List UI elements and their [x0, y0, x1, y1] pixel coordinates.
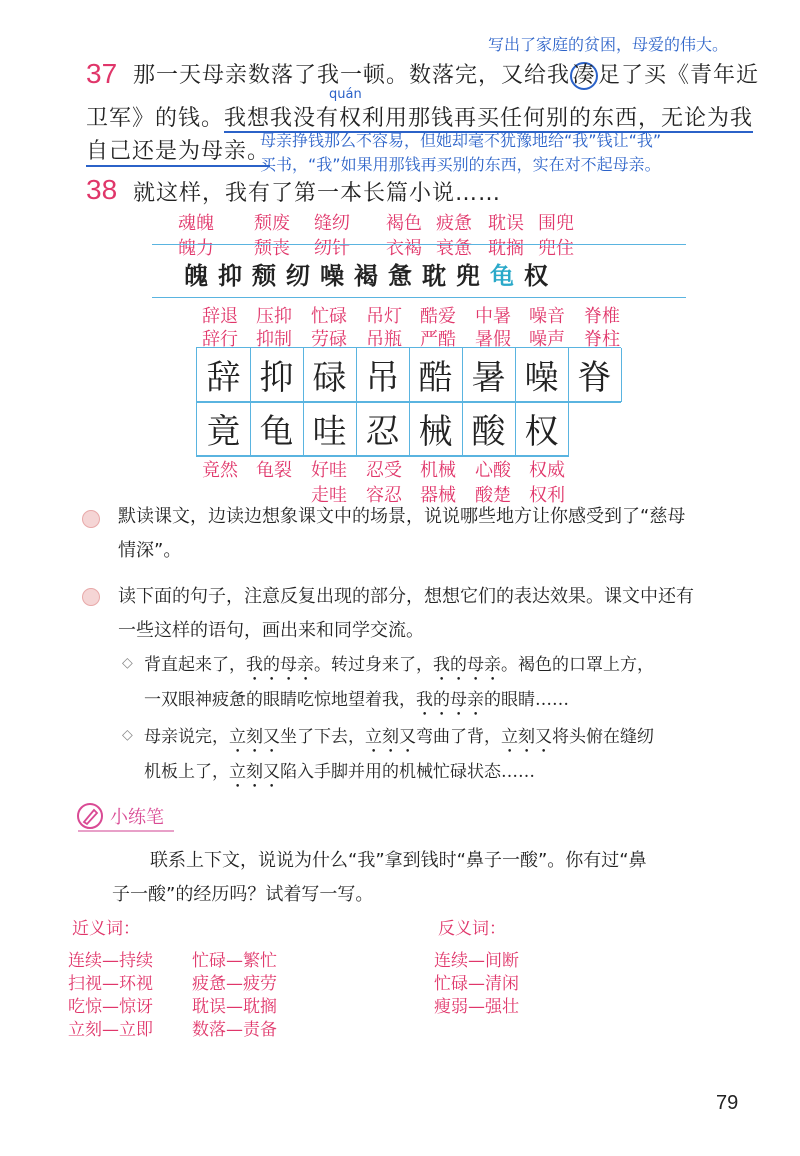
char: 抑 — [218, 262, 252, 290]
word: 噪音 — [529, 306, 565, 327]
synonyms-title: 近义词： — [72, 919, 140, 939]
word: 兜住 — [538, 238, 574, 259]
diamond-bullet-icon: ◇ — [122, 655, 133, 671]
antonym-pair: 忙碌—清闲 — [434, 974, 519, 994]
page-number: 79 — [716, 1092, 739, 1114]
synonym-pair: 数落—责备 — [192, 1020, 277, 1040]
word: 器械 — [420, 485, 456, 506]
word: 忍受 — [366, 460, 402, 481]
synonym-pair: 耽误—耽搁 — [192, 997, 277, 1017]
word: 好哇 — [311, 460, 347, 481]
char: 纫 — [286, 262, 320, 290]
grid-char: 竟 — [197, 402, 251, 456]
word: 吊瓶 — [366, 329, 402, 350]
grid-char: 权 — [515, 402, 569, 456]
word: 权威 — [529, 460, 565, 481]
synonym-pair: 忙碌—繁忙 — [192, 951, 277, 971]
bullet2-line2: 机板上了，立刻又陷入手脚并用的机械忙碌状态…… — [144, 762, 535, 782]
band-line-bottom — [152, 297, 686, 298]
word: 围兜 — [538, 213, 574, 234]
practice-header — [76, 802, 164, 830]
word: 衰惫 — [436, 238, 472, 259]
paragraph-number-37: 37 — [86, 58, 118, 89]
word: 脊柱 — [584, 329, 620, 350]
word: 劳碌 — [311, 329, 347, 350]
char: 颓 — [252, 262, 286, 290]
grid-char: 酷 — [409, 348, 463, 402]
char: 耽 — [422, 262, 456, 290]
task1-line2: 情深”。 — [118, 540, 182, 561]
word: 心酸 — [475, 460, 511, 481]
synonym-pair: 连续—持续 — [68, 951, 153, 971]
word: 吊灯 — [366, 306, 402, 327]
grid-char: 碌 — [303, 348, 357, 402]
para37-line2: 卫军》的钱。我想我没有权利用那钱再买任何别的东西，无论为我 — [86, 106, 754, 131]
synonym-pair: 扫视—环视 — [68, 974, 153, 994]
paragraph-number-38: 38 — [86, 174, 118, 205]
word: 纫针 — [314, 238, 350, 259]
word: 魂魄 — [178, 213, 214, 234]
word: 抑制 — [256, 329, 292, 350]
pen-icon — [76, 802, 106, 830]
grid-char: 械 — [409, 402, 463, 456]
words-row-3 — [0, 302, 800, 326]
char: 权 — [524, 262, 558, 290]
practice-line1: 联系上下文，说说为什么“我”拿到钱时“鼻子一酸”。你有过“鼻 — [150, 850, 647, 871]
task2-line1: 读下面的句子，注意反复出现的部分，想想它们的表达效果。课文中还有 — [118, 586, 694, 607]
synonym-pair: 立刻—立即 — [68, 1020, 153, 1040]
band-line-top — [152, 244, 686, 245]
antonym-pair: 瘦弱—强壮 — [434, 997, 519, 1017]
word: 酷爱 — [420, 306, 456, 327]
synonym-pair: 吃惊—惊讶 — [68, 997, 153, 1017]
word: 耽搁 — [488, 238, 524, 259]
synonym-pair: 疲惫—疲劳 — [192, 974, 277, 994]
grid-char: 暑 — [462, 348, 516, 402]
word: 暑假 — [475, 329, 511, 350]
word: 辞退 — [202, 306, 238, 327]
grid-char: 吊 — [356, 348, 410, 402]
word: 忙碌 — [311, 306, 347, 327]
word: 颓丧 — [254, 238, 290, 259]
diamond-bullet-icon: ◇ — [122, 727, 133, 743]
word: 严酷 — [420, 329, 456, 350]
word: 噪声 — [529, 329, 565, 350]
antonyms-title: 反义词： — [438, 919, 506, 939]
grid-char: 忍 — [356, 402, 410, 456]
para37-line1: 那一天母亲数落了我一顿。数落完，又给我 凑 足了买《青年近 — [133, 63, 760, 88]
grid-char: 酸 — [462, 402, 516, 456]
grid-char: 噪 — [515, 348, 569, 402]
exercise-marker-icon — [82, 588, 100, 606]
words-row-1 — [0, 209, 800, 233]
writing-grid-row-2 — [196, 402, 569, 457]
para38-text: 就这样，我有了第一本长篇小说…… — [133, 181, 502, 206]
char: 兜 — [456, 262, 490, 290]
word: 权利 — [529, 485, 565, 506]
antonyms-list — [434, 950, 519, 1019]
word: 耽误 — [488, 213, 524, 234]
bullet2-line1: 母亲说完，立刻又坐了下去，立刻又弯曲了背，立刻又将头俯在缝纫 — [144, 727, 654, 747]
word: 疲惫 — [436, 213, 472, 234]
word: 脊椎 — [584, 306, 620, 327]
practice-label: 小练笔 — [110, 807, 164, 828]
word: 机械 — [420, 460, 456, 481]
practice-line2: 子一酸”的经历吗？试着写一写。 — [112, 884, 374, 905]
char: 褐 — [354, 262, 388, 290]
char-strip — [184, 256, 558, 291]
grid-char: 脊 — [568, 348, 622, 402]
task2-line2: 一些这样的语句，画出来和同学交流。 — [118, 620, 424, 641]
words-row-2 — [0, 234, 800, 258]
writing-grid-row-1 — [196, 347, 621, 403]
task1-line1: 默读课文，边读边想象课文中的场景，说说哪些地方让你感受到了“慈母 — [118, 506, 686, 527]
practice-underline — [78, 830, 174, 832]
words-row-5 — [0, 456, 800, 480]
grid-char: 抑 — [250, 348, 304, 402]
circled-char: 凑 — [570, 62, 598, 90]
word: 颓废 — [254, 213, 290, 234]
grid-char: 哇 — [303, 402, 357, 456]
word: 压抑 — [256, 306, 292, 327]
char: 惫 — [388, 262, 422, 290]
word: 衣褐 — [386, 238, 422, 259]
word: 中暑 — [475, 306, 511, 327]
underlined-sentence-part2: 自己还是为母亲。 — [86, 134, 270, 167]
margin-note-37-line2: 买书，“我”如果用那钱再买别的东西，实在对不起母亲。 — [260, 155, 661, 174]
char: 魄 — [184, 262, 218, 290]
bullet1-line2: 一双眼神疲惫的眼睛吃惊地望着我，我的母亲的眼睛…… — [144, 690, 569, 710]
word: 竟然 — [202, 460, 238, 481]
exercise-marker-icon — [82, 510, 100, 528]
word: 容忍 — [366, 485, 402, 506]
word: 辞行 — [202, 329, 238, 350]
pinyin-annotation: quán — [329, 87, 362, 102]
word: 走哇 — [311, 485, 347, 506]
synonyms-col-2 — [192, 950, 277, 1042]
synonyms-col-1 — [68, 950, 153, 1042]
grid-char: 龟 — [250, 402, 304, 456]
antonym-pair: 连续—间断 — [434, 951, 519, 971]
word: 缝纫 — [314, 213, 350, 234]
char-highlighted: 龟 — [490, 262, 524, 290]
word: 龟裂 — [256, 460, 292, 481]
words-row-4 — [0, 325, 800, 349]
underlined-sentence-part1: 我想我没有权利用那钱再买任何别的东西，无论为我 — [224, 106, 754, 131]
word: 魄力 — [178, 238, 214, 259]
grid-char: 辞 — [197, 348, 251, 402]
char: 噪 — [320, 262, 354, 290]
margin-note-top: 写出了家庭的贫困，母爱的伟大。 — [488, 35, 729, 54]
word: 褐色 — [386, 213, 422, 234]
word: 酸楚 — [475, 485, 511, 506]
bullet1-line1: 背直起来了，我的母亲。转过身来了，我的母亲。褐色的口罩上方， — [144, 655, 654, 675]
margin-note-37-line1: 母亲挣钱那么不容易，但她却毫不犹豫地给“我”钱让“我” — [260, 131, 662, 150]
